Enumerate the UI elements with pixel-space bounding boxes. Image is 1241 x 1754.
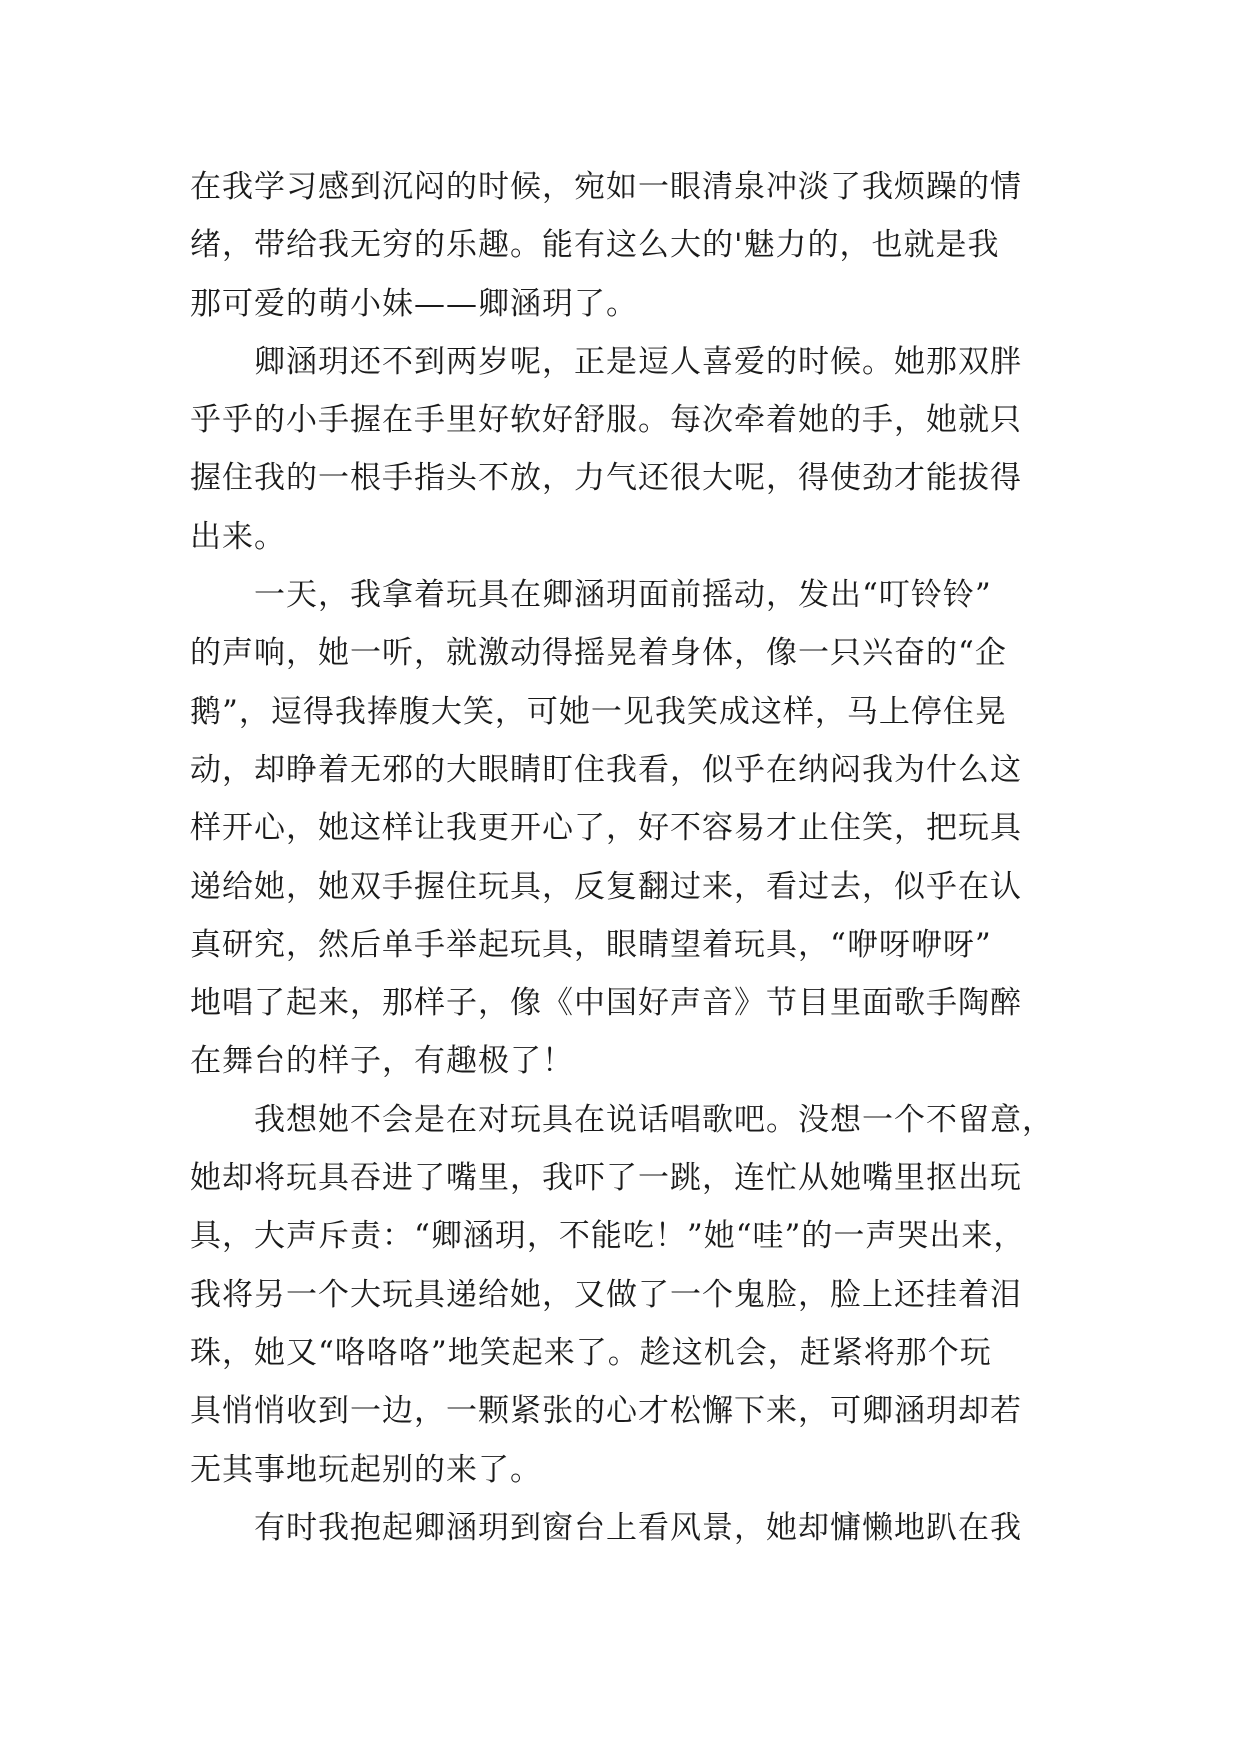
text-line: 珠，她又“咯咯咯”地笑起来了。趁这机会，赶紧将那个玩 [190, 1334, 992, 1371]
text-line: 样开心，她这样让我更开心了，好不容易才止住笑，把玩具 [190, 810, 1022, 847]
text-line: 在我学习感到沉闷的时候，宛如一眼清泉冲淡了我烦躁的情 [190, 169, 1022, 205]
text-line: 鹅”，逗得我捧腹大笑，可她一见我笑成这样，马上停住晃 [190, 693, 1007, 730]
essay-body [190, 158, 1060, 1557]
text-line: 递给她，她双手握住玩具，反复翻过来，看过去，似乎在认 [190, 868, 1022, 905]
text-line: 有时我抱起卿涵玥到窗台上看风景，她却慵懒地趴在我 [254, 1509, 1022, 1546]
text-line: 的声响，她一听，就激动得摇晃着身体，像一只兴奋的“企 [190, 635, 1007, 672]
text-line: 乎乎的小手握在手里好软好舒服。每次牵着她的手，她就只 [190, 402, 1022, 439]
text-line: 握住我的一根手指头不放，力气还很大呢，得使劲才能拔得 [190, 460, 1022, 497]
text-line: 地唱了起来，那样子，像《中国好声音》节目里面歌手陶醉 [190, 985, 1022, 1022]
text-line: 具悄悄收到一边，一颗紧张的心才松懈下来，可卿涵玥却若 [190, 1393, 1022, 1430]
text-line: 绪，带给我无穷的乐趣。能有这么大的'魅力的，也就是我 [190, 227, 1000, 264]
text-line: 她却将玩具吞进了嘴里，我吓了一跳，连忙从她嘴里抠出玩 [190, 1160, 1022, 1197]
text-line: 我想她不会是在对玩具在说话唱歌吧。没想一个不留意， [254, 1101, 1054, 1138]
text-line: 无其事地玩起别的来了。 [190, 1451, 542, 1488]
text-line: 真研究，然后单手举起玩具，眼睛望着玩具，“咿呀咿呀” [190, 926, 992, 963]
text-line: 在舞台的样子，有趣极了！ [190, 1043, 574, 1080]
text-line: 动，却睁着无邪的大眼睛盯住我看，似乎在纳闷我为什么这 [190, 751, 1022, 788]
text-line: 我将另一个大玩具递给她，又做了一个鬼脸，脸上还挂着泪 [190, 1276, 1022, 1313]
text-line: 一天，我拿着玩具在卿涵玥面前摇动，发出“叮铃铃” [254, 577, 992, 614]
text-line: 出来。 [190, 518, 286, 555]
text-line: 具，大声斥责：“卿涵玥，不能吃！”她“哇”的一声哭出来， [190, 1218, 1026, 1255]
text-line: 卿涵玥还不到两岁呢，正是逗人喜爱的时候。她那双胖 [254, 343, 1022, 380]
text-line: 那可爱的萌小妹——卿涵玥了。 [190, 285, 638, 322]
